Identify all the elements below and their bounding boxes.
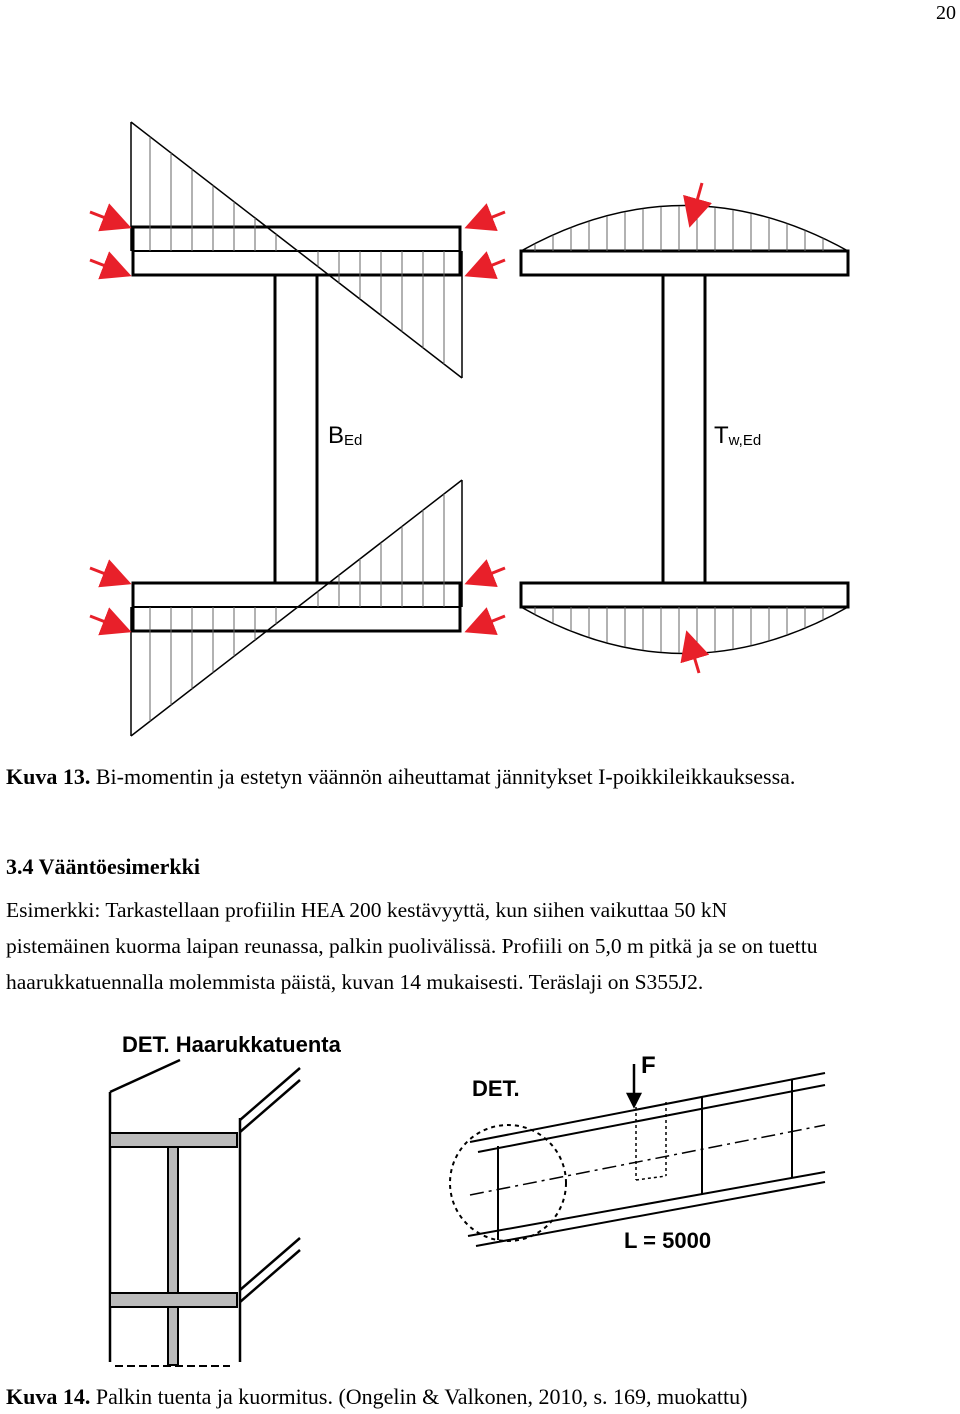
detail-circle (450, 1125, 566, 1241)
detail-label: DET. (472, 1076, 520, 1101)
force-label: F (641, 1052, 656, 1079)
right-i-section (521, 251, 848, 607)
figure-13-caption: Kuva 13. Bi-momentin ja estetyn väännön aiheuttamat jännitykset I-poikkileikkauksessa. (6, 764, 796, 789)
paragraph-line-2: pistemäinen kuorma laipan reunassa, palkin puolivälissä. Profiili on 5,0 m pitkä ja se on tuettu (6, 934, 818, 958)
load-position-marker (636, 1102, 666, 1180)
force-arrow (628, 1064, 640, 1106)
warping-bottom-distribution (521, 607, 848, 654)
beam-perspective (468, 1073, 825, 1246)
paragraph-line-1: Esimerkki: Tarkastellaan profiilin HEA 200 kestävyyttä, kun siihen vaikuttaa 50 kN (6, 898, 728, 922)
warping-torsion-label: Tw,Ed (714, 422, 762, 449)
beam-centerline (470, 1125, 825, 1195)
fork-support-i-beam (110, 1133, 237, 1365)
page-number: 20 (936, 2, 956, 24)
fork-support-title: DET. Haarukkatuenta (122, 1032, 341, 1057)
figure-14-support-and-load (0, 1020, 960, 1380)
section-heading: 3.4 Vääntöesimerkki (6, 854, 200, 879)
length-label: L = 5000 (624, 1228, 712, 1253)
fork-support-detail (110, 1060, 300, 1362)
figure-14-caption: Kuva 14. Palkin tuenta ja kuormitus. (Ongelin & Valkonen, 2010, s. 169, muokattu) (6, 1384, 748, 1409)
left-i-section (133, 227, 460, 631)
bimoment-label: BEd (328, 422, 363, 449)
warping-top-distribution (521, 206, 848, 252)
figure-13-stress-diagrams (0, 110, 960, 750)
paragraph-line-3: haarukkatuennalla molemmista päistä, kuvan 14 mukaisesti. Teräslaji on S355J2. (6, 970, 704, 994)
